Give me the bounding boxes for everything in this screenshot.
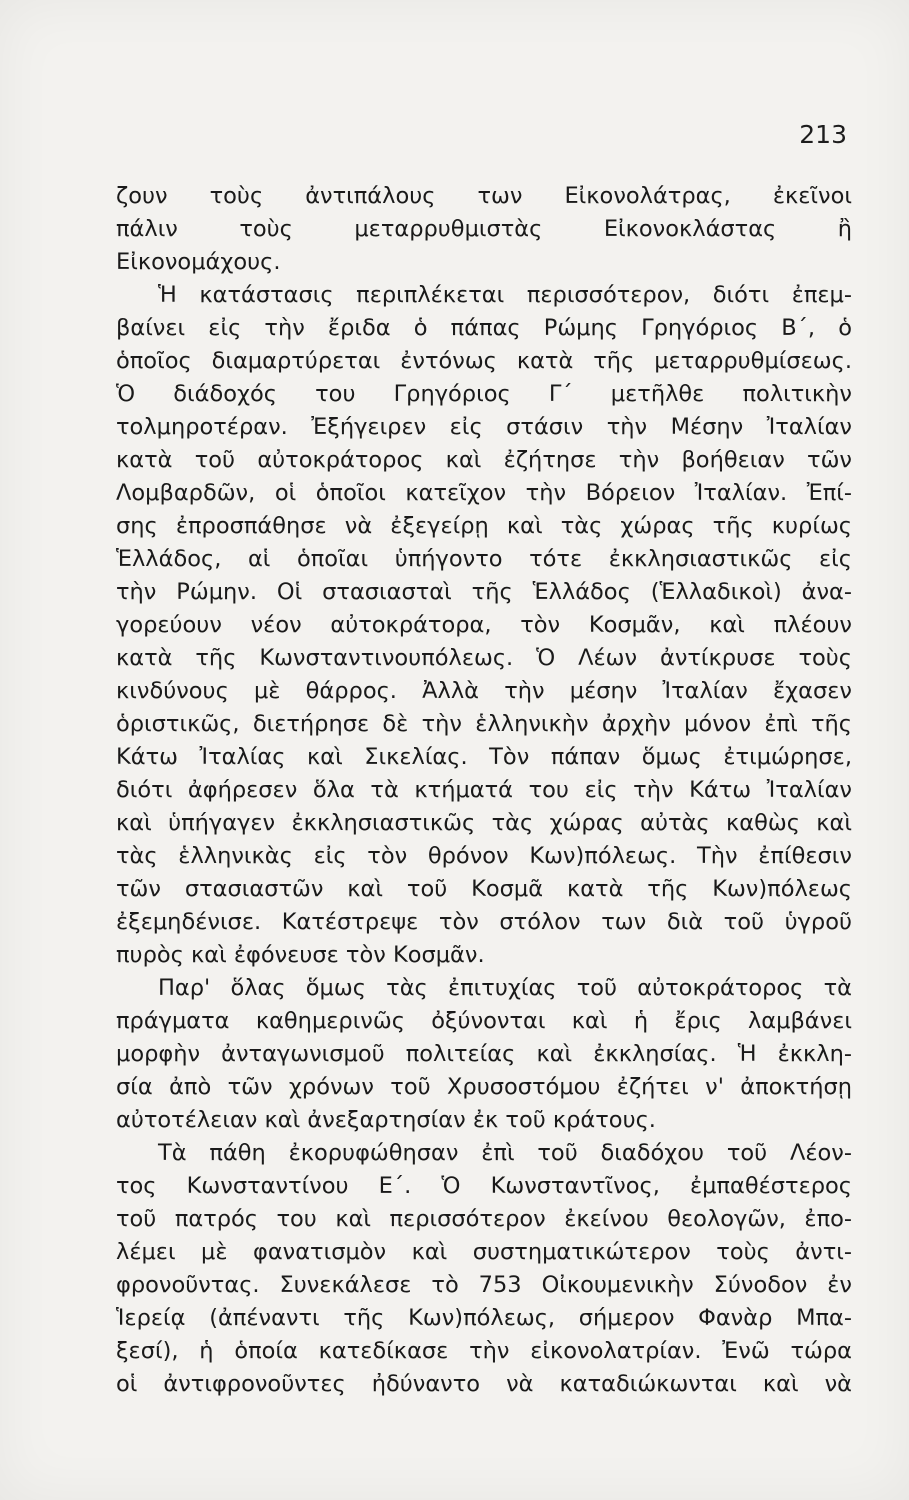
text-line: ὁποῖος διαμαρτύρεται ἐντόνως κατὰ τῆς μεταρρυθμίσεως. [116,348,852,374]
text-line: Ἡ κατάστασις περιπλέκεται περισσότερον, διότι ἐπεμ- [158,282,852,308]
text-line: Παρ' ὅλας ὅμως τὰς ἐπιτυχίας τοῦ αὐτοκράτορος τὰ [158,975,852,1001]
text-line: πυρὸς καὶ ἐφόνευσε τὸν Κοσμᾶν. [116,942,485,968]
text-line: Ὁ διάδοχός του Γρηγόριος Γ΄ μετῆλθε πολιτικὴν [116,381,852,407]
text-line: σης ἐπροσπάθησε νὰ ἐξεγείρῃ καὶ τὰς χώρας τῆς κυρίως [116,513,852,539]
text-line: τοῦ πατρός του καὶ περισσότερον ἐκείνου θεολογῶν, ἐπο- [116,1206,852,1232]
text-line: σία ἀπὸ τῶν χρόνων τοῦ Χρυσοστόμου ἐζήτει ν' ἀποκτήσῃ [116,1074,852,1100]
text-line: ζουν τοὺς ἀντιπάλους των Εἰκονολάτρας, ἐκεῖνοι [116,183,852,209]
text-line: πάλιν τοὺς μεταρρυθμιστὰς Εἰκονοκλάστας ἢ [116,216,852,242]
text-line: λέμει μὲ φανατισμὸν καὶ συστηματικώτερον τοὺς ἀντι- [116,1239,852,1265]
text-line: τολμηροτέραν. Ἐξήγειρεν εἰς στάσιν τὴν Μέσην Ἰταλίαν [116,414,852,440]
text-line: καὶ ὑπήγαγεν ἐκκλησιαστικῶς τὰς χώρας αὐτὰς καθὼς καὶ [116,810,852,836]
text-line: φρονοῦντας. Συνεκάλεσε τὸ 753 Οἰκουμενικὴν Σύνοδον ἐν [116,1272,852,1298]
text-line: διότι ἀφήρεσεν ὅλα τὰ κτήματά του εἰς τὴν Κάτω Ἰταλίαν [116,777,852,803]
text-line: Εἰκονομάχους. [116,249,281,275]
text-line: τος Κωνσταντίνου Ε΄. Ὁ Κωνσταντῖνος, ἐμπαθέστερος [116,1173,852,1199]
text-line: πράγματα καθημερινῶς ὀξύνονται καὶ ἡ ἔρις λαμβάνει [116,1008,852,1034]
text-line: Ἱερείᾳ (ἀπέναντι τῆς Κων)πόλεως, σήμερον Φανὰρ Μπα- [116,1305,852,1331]
text-line: ὁριστικῶς, διετήρησε δὲ τὴν ἑλληνικὴν ἀρχὴν μόνον ἐπὶ τῆς [116,711,852,737]
text-line: βαίνει εἰς τὴν ἔριδα ὁ πάπας Ρώμης Γρηγόριος Β΄, ὁ [116,315,852,341]
text-line: Ἑλλάδος, αἱ ὁποῖαι ὑπήγοντο τότε ἐκκλησιαστικῶς εἰς [116,546,852,572]
text-line: αὐτοτέλειαν καὶ ἀνεξαρτησίαν ἐκ τοῦ κράτους. [116,1107,656,1133]
text-line: οἱ ἀντιφρονοῦντες ἠδύναντο νὰ καταδιώκωνται καὶ νὰ [116,1371,852,1397]
text-line: Λομβαρδῶν, οἱ ὁποῖοι κατεῖχον τὴν Βόρειον Ἰταλίαν. Ἐπί- [116,480,852,506]
text-line: ξεσί), ἡ ὁποία κατεδίκασε τὴν εἰκονολατρίαν. Ἐνῶ τώρα [116,1338,852,1364]
text-line: τὰς ἑλληνικὰς εἰς τὸν θρόνον Κων)πόλεως. Τὴν ἐπίθεσιν [116,843,852,869]
text-line: μορφὴν ἀνταγωνισμοῦ πολιτείας καὶ ἐκκλησίας. Ἡ ἐκκλη- [116,1041,852,1067]
text-line: Τὰ πάθη ἐκορυφώθησαν ἐπὶ τοῦ διαδόχου τοῦ Λέον- [158,1140,852,1166]
text-line: Κάτω Ἰταλίας καὶ Σικελίας. Τὸν πάπαν ὅμως ἐτιμώρησε, [116,744,852,770]
text-line: ἐξεμηδένισε. Κατέστρεψε τὸν στόλον των διὰ τοῦ ὑγροῦ [116,909,852,935]
text-line: κατὰ τῆς Κωνσταντινουπόλεως. Ὁ Λέων ἀντίκρυσε τοὺς [116,645,852,671]
text-line: κατὰ τοῦ αὐτοκράτορος καὶ ἐζήτησε τὴν βοήθειαν τῶν [116,447,852,473]
text-line: κινδύνους μὲ θάρρος. Ἀλλὰ τὴν μέσην Ἰταλίαν ἔχασεν [116,678,852,704]
text-line: τῶν στασιαστῶν καὶ τοῦ Κοσμᾶ κατὰ τῆς Κων)πόλεως [116,876,852,902]
text-line: τὴν Ρώμην. Οἱ στασιασταὶ τῆς Ἑλλάδος (Ἑλλαδικοὶ) ἀνα- [116,579,852,605]
body-text [116,180,852,1401]
text-line: γορεύουν νέον αὐτοκράτορα, τὸν Κοσμᾶν, καὶ πλέουν [116,612,852,638]
page-number: 213 [799,120,847,149]
